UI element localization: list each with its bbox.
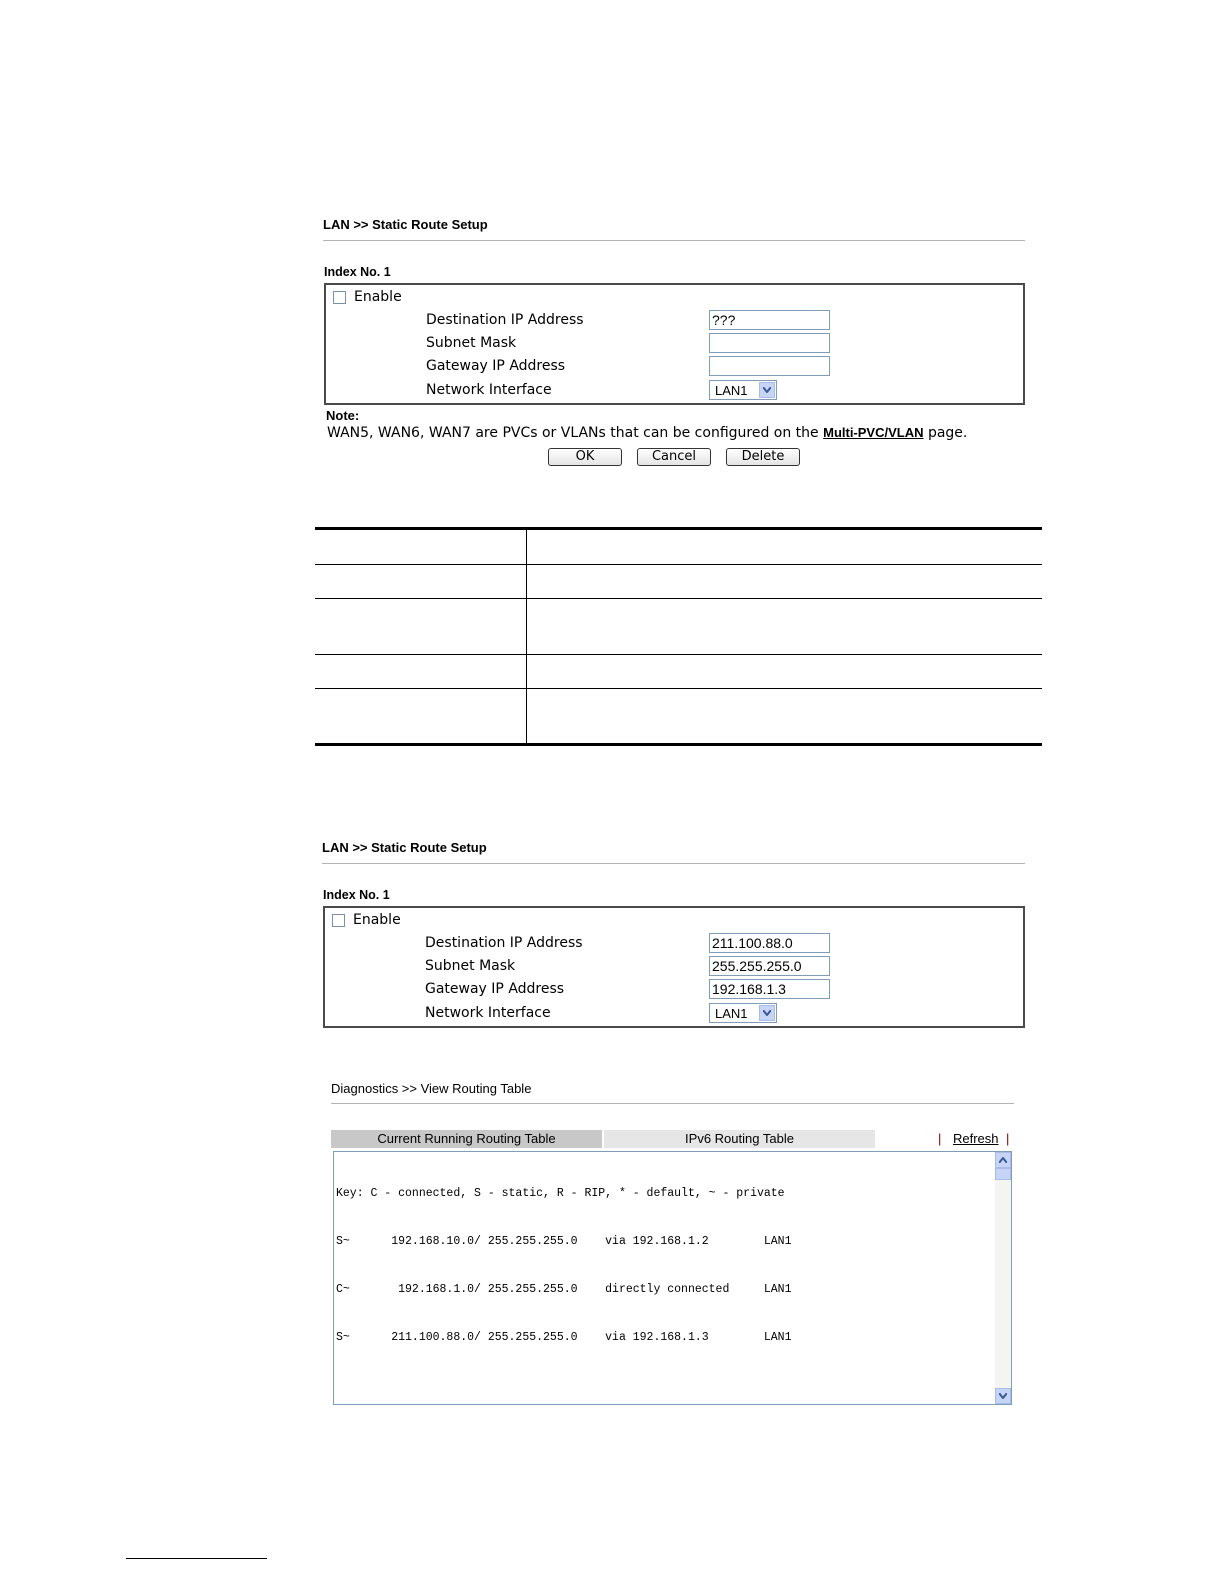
title-divider [323,240,1025,241]
separator: | [1006,1131,1010,1146]
static-route-form [324,283,1025,405]
cancel-button[interactable]: Cancel [637,448,711,466]
multi-pvc-vlan-link[interactable]: Multi-PVC/VLAN [823,425,924,440]
destination-ip-label: Destination IP Address [426,312,584,328]
table-bottom-border [315,743,1042,746]
ok-button[interactable]: OK [548,448,622,466]
index-label: Index No. 1 [324,265,391,279]
network-interface-select[interactable] [709,1003,777,1023]
network-interface-value: LAN1 [715,1006,748,1021]
enable-label: Enable [353,912,401,928]
network-interface-label: Network Interface [426,382,552,398]
subnet-mask-label: Subnet Mask [426,335,517,351]
refresh-link[interactable]: Refresh [953,1131,999,1146]
index-label: Index No. 1 [323,888,390,902]
enable-checkbox[interactable] [333,291,346,304]
network-interface-select[interactable] [709,380,777,400]
static-route-form [323,906,1025,1028]
table-row-divider [315,564,1042,565]
tab-ipv6-routing-table[interactable]: IPv6 Routing Table [604,1130,875,1148]
network-interface-label: Network Interface [425,1005,551,1021]
routing-line: Key: C - connected, S - static, R - RIP, * - default, ~ - private [336,1187,785,1200]
subnet-mask-input[interactable]: 255.255.255.0 [709,956,830,976]
note-text-after: page. [923,425,968,441]
page-title: LAN >> Static Route Setup [323,217,488,232]
routing-table-textarea[interactable] [333,1151,1012,1405]
routing-line: C~ 192.168.1.0/ 255.255.255.0 directly connected LAN1 [336,1283,792,1296]
title-divider [322,863,1025,864]
title-divider [331,1103,1014,1104]
separator: | [938,1131,942,1146]
vertical-scrollbar[interactable] [995,1152,1011,1404]
footnote-rule [126,1558,267,1559]
note-text-before: WAN5, WAN6, WAN7 are PVCs or VLANs that can be configured on the [327,425,824,441]
tab-current-routing-table[interactable]: Current Running Routing Table [331,1130,602,1148]
scroll-down-icon[interactable] [995,1388,1011,1404]
network-interface-value: LAN1 [715,383,748,398]
gateway-ip-label: Gateway IP Address [426,358,566,374]
subnet-mask-input[interactable] [709,333,830,353]
chevron-down-icon[interactable] [759,1005,775,1021]
note-text [327,425,967,441]
gateway-ip-input[interactable]: 192.168.1.3 [709,979,830,999]
scroll-thumb[interactable] [995,1168,1011,1180]
note-title: Note: [326,408,360,423]
table-column-divider [526,530,527,743]
table-row-divider [315,598,1042,599]
scroll-up-icon[interactable] [995,1152,1011,1168]
gateway-ip-input[interactable] [709,356,830,376]
gateway-ip-label: Gateway IP Address [425,981,565,997]
table-top-border [315,527,1042,530]
destination-ip-input[interactable]: ??? [709,310,830,330]
delete-button[interactable]: Delete [726,448,800,466]
destination-ip-label: Destination IP Address [425,935,583,951]
routing-line: S~ 211.100.88.0/ 255.255.255.0 via 192.168.1.3 LAN1 [336,1331,792,1344]
enable-checkbox[interactable] [332,914,345,927]
subnet-mask-label: Subnet Mask [425,958,516,974]
routing-line: S~ 192.168.10.0/ 255.255.255.0 via 192.168.1.2 LAN1 [336,1235,792,1248]
table-row-divider [315,688,1042,689]
chevron-down-icon[interactable] [759,382,775,398]
destination-ip-input[interactable]: 211.100.88.0 [709,933,830,953]
page-title: LAN >> Static Route Setup [322,840,487,855]
enable-label: Enable [354,289,402,305]
page-title: Diagnostics >> View Routing Table [331,1081,532,1096]
table-row-divider [315,654,1042,655]
